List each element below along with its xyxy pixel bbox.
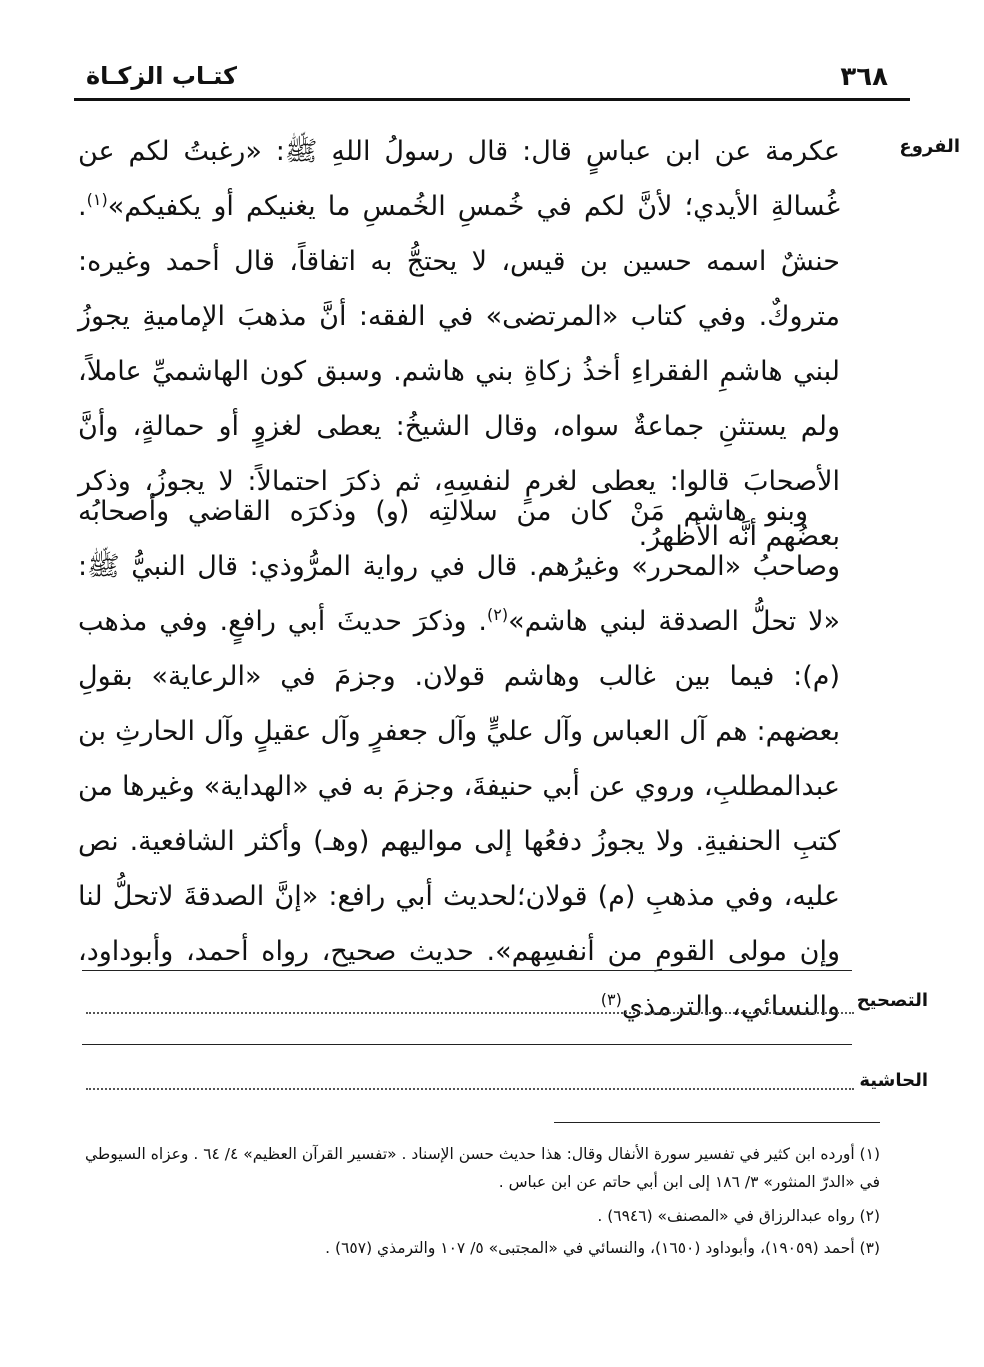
footnote-ref-1[interactable]: (١): [86, 190, 108, 209]
header-rule: [74, 98, 910, 101]
hashiya-dotted-line: [86, 1088, 854, 1090]
running-header-title: كتـاب الزكـاة: [86, 62, 237, 90]
page-number: ٣٦٨: [840, 62, 888, 92]
footnote-1: (١) أورده ابن كثير في تفسير سورة الأنفال وقال: هذا حديث حسن الإسناد . «تفسير القرآن العظيم» ٤/ ٦٤ . وعزاه السيوطي في «الدرّ المنثور» ٣/ ١٨٦ إلى ابن أبي حاتم عن ابن عباس .: [84, 1145, 880, 1191]
hashiya-label: الحاشية: [859, 1070, 928, 1091]
paragraph2-text-b: . وذكرَ حديثَ أبي رافعٍ. وفي مذهب (م): فيما بين غالب وهاشم قولان. وجزمَ في «الرعاية» بقولِ بعضهم: هم آل العباس وآل عليٍّ وآل جعفرٍ وآل عقيلٍ وآل الحارثِ بن عبدالمطلبِ، وروي عن أبي حنيفةَ، وجزمَ به في «الهداية» وغيرها من كتبِ الحنفيةِ. ولا يجوزُ دفعُها إلى مواليهم (وهـ) وأكثر الشافعية. نص عليه، وفي مذهبِ (م) قولان؛لحديث أبي رافع: «إنَّ الصدقةَ لاتحلُّ لنا وإن مولى القومِ من أنفسِهم». حديث صحيح، رواه أحمد، وأبوداود، والنسائي، والترمذي: [78, 606, 840, 1022]
footnote-ref-3[interactable]: (٣): [600, 990, 622, 1009]
paragraph2-text-a: وبنو هاشم مَنْ كان من سلالتِه (و) وذكرَه القاضي وأصحابُه وصاحبُ «المحرر» وغيرُهم. قال في رواية المرُّوذي: قال النبيُّ ﷺ: «لا تحلُّ الصدقة لبني هاشم»: [78, 496, 840, 637]
main-paragraph-2: [78, 484, 840, 1034]
footnote-ref-2[interactable]: (٢): [487, 605, 509, 624]
divider-line-top: [82, 970, 852, 971]
paragraph1-text: عكرمة عن ابن عباسٍ قال: قال رسولُ اللهِ ﷺ: «رغبتُ لكم عن غُسالةِ الأيدي؛ لأنَّ لكم في خُمسِ الخُمسِ ما يغنيكم أو يكفيكم»: [78, 136, 840, 222]
footnote-2: (٢) رواه عبدالرزاق في «المصنف» (٦٩٤٦) .: [597, 1207, 880, 1225]
footnote-separator: [554, 1122, 880, 1123]
tashih-dotted-line: [86, 1012, 854, 1014]
footnote-3: (٣) أحمد (١٩٠٥٩)، وأبوداود (١٦٥٠)، والنسائي في «المجتبى» ٥/ ١٠٧ والترمذي (٦٥٧) .: [325, 1239, 880, 1257]
margin-label-furu: الفروع: [899, 136, 960, 157]
tashih-label: التصحيح: [856, 990, 928, 1011]
paragraph1-text-rest: . حنشٌ اسمه حسين بن قيس، لا يحتجُّ به اتفاقاً، قال أحمد وغيره: متروكٌ. وفي كتاب «المرتضى» في الفقه: أنَّ مذهبَ الإماميةِ يجوزُ لبني هاشمِ الفقراءِ أخذُ زكاةِ بني هاشم. وسبق كون الهاشميِّ عاملاً، ولم يستثنِ جماعةٌ سواه، وقال الشيخُ: يعطى لغزوٍ أو حمالةٍ، وأنَّ الأصحابَ قالوا: يعطى لغرمٍ لنفسِهِ، ثم ذكرَ احتمالاً: لا يجوزُ، وذكر بعضُهم أنَّه الأظهرُ.: [78, 191, 840, 552]
divider-line-middle: [82, 1044, 852, 1045]
